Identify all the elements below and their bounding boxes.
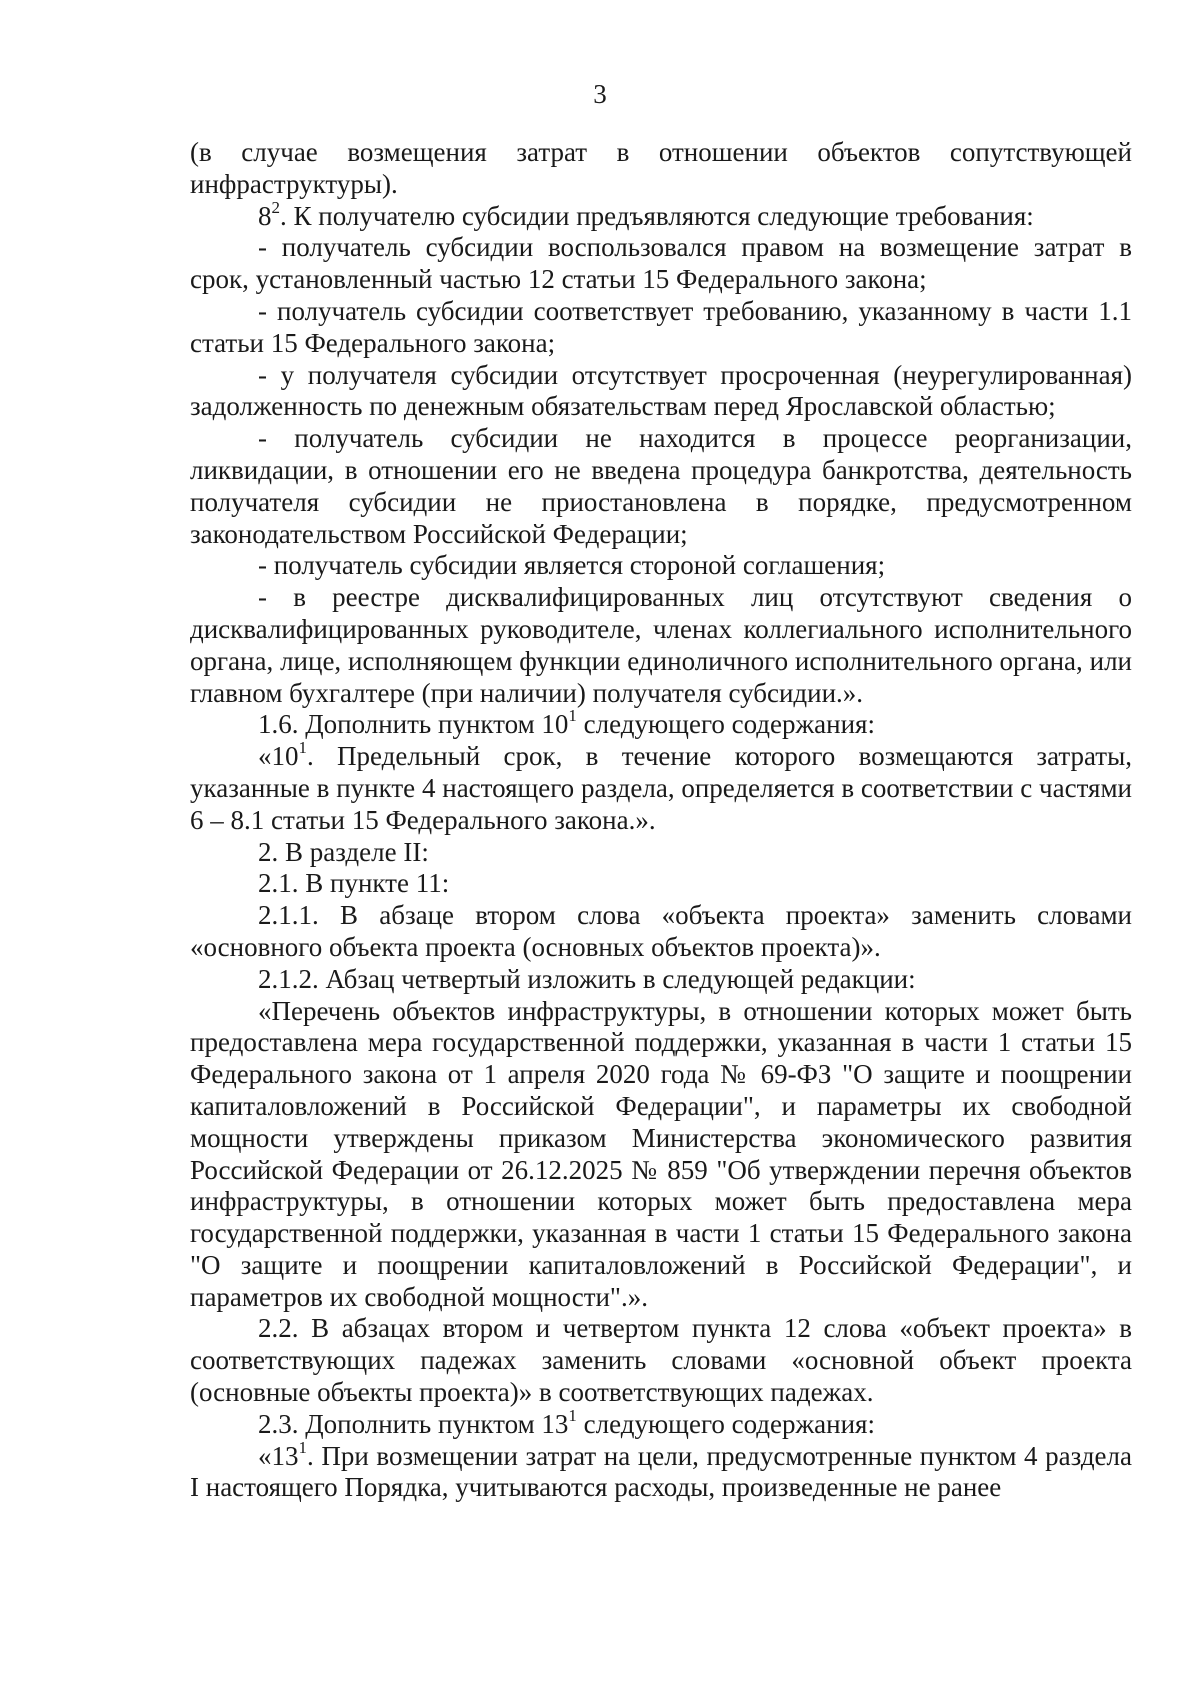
paragraph [190,706,1132,741]
paragraph [190,868,1132,900]
superscript-index: 1 [568,1405,577,1425]
paragraph-text: - в реестре дисквалифицированных лиц отсутствуют сведения о дисквалифицированных руководителе, членах коллегиального исполнительного органа, лице, исполняющем функции единоличного исполнительного органа, или главном бухгалтере (при наличии) получателя субсидии.». [190,582,1132,708]
paragraph-text: 2.1. В пункте 11: [258,868,450,899]
paragraph [190,296,1132,360]
paragraph-text: 8 [258,200,272,231]
paragraph [190,582,1132,709]
superscript-index: 2 [271,197,280,217]
paragraph [190,1437,1132,1505]
paragraph [190,837,1132,869]
paragraph [190,996,1132,1314]
paragraph-text: 2.1.2. Абзац четвертый изложить в следующей редакции: [258,963,916,994]
page-number: 3 [593,79,607,109]
paragraph-text: 2. В разделе II: [258,836,429,867]
paragraph-text: - получатель субсидии соответствует требованию, указанному в части 1.1 статьи 15 Федерального закона; [190,295,1132,358]
paragraph [190,964,1132,996]
paragraph [190,550,1132,582]
superscript-index: 1 [568,706,577,726]
paragraph [190,360,1132,424]
document-body [190,137,1132,1504]
paragraph-text-continued: следующего содержания: [576,709,875,740]
paragraph-text: 1.6. Дополнить пунктом 10 [258,709,569,740]
paragraph [190,197,1132,233]
paragraph-text: (в случае возмещения затрат в отношении объектов сопутствующей инфраструктуры). [190,137,1132,199]
paragraph-text: 2.3. Дополнить пунктом 13 [258,1408,569,1439]
superscript-index: 1 [298,1437,307,1457]
paragraph [190,137,1132,201]
paragraph-text: - у получателя субсидии отсутствует просроченная (неурегулированная) задолженность по денежным обязательствам перед Ярославской областью; [190,359,1132,422]
paragraph-text-continued: . При возмещении затрат на цели, предусмотренные пунктом 4 раздела I настоящего Порядка, учитываются расходы, произведенные не ранее [190,1440,1132,1503]
paragraph-text: - получатель субсидии является стороной соглашения; [258,550,886,581]
superscript-index: 1 [298,738,307,758]
paragraph [190,232,1132,296]
paragraph-text-continued: следующего содержания: [576,1408,875,1439]
paragraph [190,1313,1132,1408]
paragraph-text-continued: . К получателю субсидии предъявляются следующие требования: [280,200,1034,231]
paragraph-text: 2.1.1. В абзаце втором слова «объекта проекта» заменить словами «основного объекта проекта (основных объектов проекта)». [190,900,1132,962]
paragraph-text: 2.2. В абзацах втором и четвертом пункта 12 слова «объект проекта» в соответствующих падежах заменить словами «основной объект проекта (основные объекты проекта)» в соответствующих падежах. [190,1313,1132,1408]
paragraph-text: - получатель субсидии воспользовался правом на возмещение затрат в срок, установленный частью 12 статьи 15 Федерального закона; [190,232,1132,295]
paragraph [190,900,1132,964]
paragraph-text: «Перечень объектов инфраструктуры, в отношении которых может быть предоставлена мера государственной поддержки, указанная в части 1 статьи 15 Федерального закона от 1 апреля 2020 года № 69-ФЗ "О защите и поощрении капиталовложений в Российской Федерации", и параметры их свободной мощности утверждены приказом Министерства экономического развития Российской Федерации от 26.12.2025 № 859 "Об утверждении перечня объектов инфраструктуры, в отношении которых может быть предоставлена мера государственной поддержки, указанная в части 1 статьи 15 Федерального закона "О защите и поощрении капиталовложений в Российской Федерации", и параметров их свободной мощности".». [190,995,1132,1312]
paragraph [190,738,1132,836]
paragraph-text-continued: . Предельный срок, в течение которого возмещаются затраты, указанные в пункте 4 настоящего раздела, определяется в соответствии с частями 6 – 8.1 статьи 15 Федерального закона.». [190,741,1132,835]
paragraph-text: «13 [258,1440,299,1471]
paragraph-text: - получатель субсидии не находится в процессе реорганизации, ликвидации, в отношении его не введена процедура банкротства, деятельность получателя субсидии не приостановлена в порядке, предусмотренном законодательством Российской Федерации; [190,423,1132,549]
paragraph-text: «10 [258,741,299,772]
paragraph [190,423,1132,550]
paragraph [190,1405,1132,1441]
